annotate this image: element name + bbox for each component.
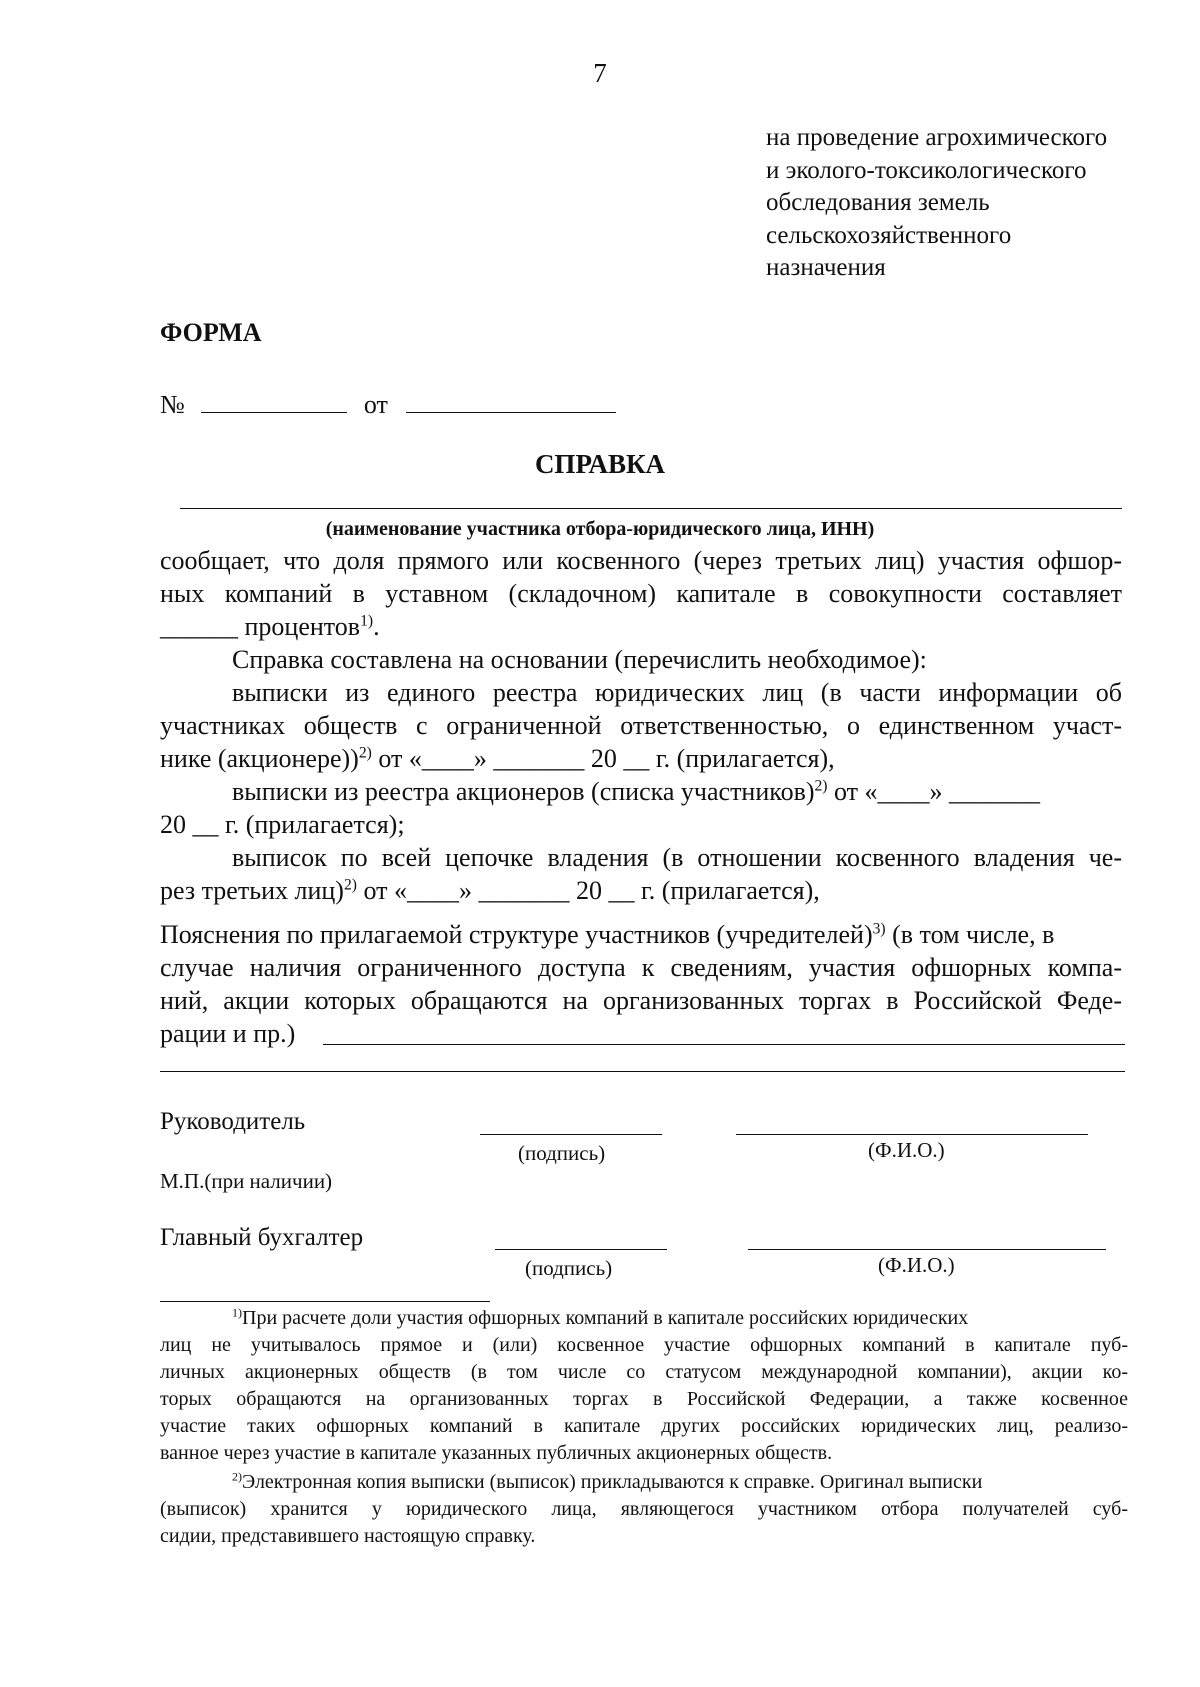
number-blank — [201, 390, 347, 413]
footnote-ref: 2) — [343, 876, 357, 894]
body-line: Справка составлена на основании (перечислить необходимое): — [232, 645, 927, 674]
header-line: обследования земель — [766, 189, 990, 216]
footnote-line: $^{2)}$Электронная копия выписки (выписок) прикладываются к справке. Оригинал выписки — [232, 1469, 983, 1493]
participant-name-caption: (наименование участника отбора-юридического лица, ИНН) — [325, 518, 875, 540]
footnote-ref: 2) — [358, 744, 372, 762]
head-name-line — [736, 1134, 1088, 1135]
document-title: СПРАВКА — [534, 449, 666, 479]
footnote-line: личных акционерных обществ (в том числе со статусом международной компании), акции ко- — [160, 1361, 1128, 1383]
footnote-marker: 1) — [232, 1305, 242, 1320]
accountant-signature-line — [495, 1249, 667, 1250]
body-line: ний, акции которых обращаются на организованных торгах в Российской Феде- — [160, 986, 1122, 1015]
accountant-name-caption: (Ф.И.О.) — [878, 1253, 955, 1277]
from-word: от — [363, 390, 388, 419]
footnote-ref: 1) — [360, 612, 374, 630]
accountant-label: Главный бухгалтер — [160, 1224, 364, 1251]
body-line: случае наличия ограниченного доступа к сведениям, участия офшорных компа- — [160, 953, 1122, 982]
stamp-label: М.П.(при наличии) — [160, 1169, 333, 1193]
head-signature-caption: (подпись) — [518, 1141, 606, 1165]
footnote-line: участие таких офшорных компаний в капитале других российских юридических лиц, реализо- — [160, 1415, 1128, 1437]
body-line: сообщает, что доля прямого или косвенного (через третьих лиц) участия офшор- — [160, 546, 1122, 575]
body-line: выписок по всей цепочке владения (в отношении косвенного владения че- — [232, 843, 1122, 872]
number-line — [160, 390, 616, 420]
header-line: и эколого-токсикологического — [766, 156, 1087, 184]
header-line: сельскохозяйственного — [766, 221, 1012, 249]
head-signature-line — [480, 1134, 662, 1135]
footnote-marker: 2) — [232, 1469, 242, 1484]
body-line: ных компаний в уставном (складочном) капитале в совокупности составляет — [160, 579, 1122, 608]
accountant-name-line — [748, 1249, 1106, 1250]
footnote-ref: 2) — [814, 777, 828, 795]
body-line: рации и пр.) — [160, 1019, 296, 1048]
head-name-caption: (Ф.И.О.) — [868, 1138, 945, 1162]
footnote-line: (выписок) хранится у юридического лица, являющегося участником отбора получателей суб- — [160, 1498, 1128, 1520]
footnote-line: торых обращаются на организованных торгах в Российской Федерации, а также косвенное — [160, 1388, 1128, 1410]
page-number: 7 — [593, 58, 607, 88]
explanation-line — [160, 1071, 1125, 1072]
footnote-line: сидии, представившего настоящую справку. — [160, 1525, 536, 1547]
percent-blank: ______ — [160, 612, 238, 641]
body-line: 20 __ г. (прилагается); — [160, 810, 405, 839]
footnote-line: ванное через участие в капитале указанных публичных акционерных обществ. — [160, 1442, 833, 1464]
footnote-ref: 3) — [872, 920, 886, 938]
footnote-line: лиц не учитывалось прямое и (или) косвенное участие офшорных компаний в капитале пуб- — [160, 1334, 1128, 1356]
body-line: выписки из реестра акционеров (списка участников)$^{2)}$ от «____» _______ — [232, 777, 1041, 806]
body-line: рез третьих лиц)$^{2)}$ от «____» _______ 20 __ г. (прилагается), — [160, 876, 820, 905]
body-line: Пояснения по прилагаемой структуре участников (учредителей)$^{3)}$ (в том числе, в — [160, 920, 1055, 949]
accountant-signature-caption: (подпись) — [525, 1256, 613, 1280]
participant-name-line — [180, 508, 1122, 509]
header-line: назначения — [766, 254, 886, 281]
body-line: нике (акционере))$^{2)}$ от «____» _______ 20 __ г. (прилагается), — [160, 744, 835, 773]
header-block — [766, 122, 1166, 285]
body-line: ______ процентов$^{1)}$. — [160, 612, 380, 641]
footnote-line: $^{1)}$При расчете доли участия офшорных компаний в капитале российских юридических — [232, 1305, 969, 1329]
date-blank — [406, 390, 616, 413]
explanation-line — [323, 1044, 1125, 1045]
head-label: Руководитель — [160, 1108, 306, 1135]
footnote-separator — [160, 1301, 490, 1302]
header-line: на проведение агрохимического — [766, 124, 1108, 151]
number-sign: № — [160, 390, 185, 419]
form-label: ФОРМА — [160, 318, 262, 347]
body-line: участниках обществ с ограниченной ответственностью, о единственном участ- — [160, 711, 1122, 740]
body-line: выписки из единого реестра юридических лиц (в части информации об — [232, 678, 1122, 707]
